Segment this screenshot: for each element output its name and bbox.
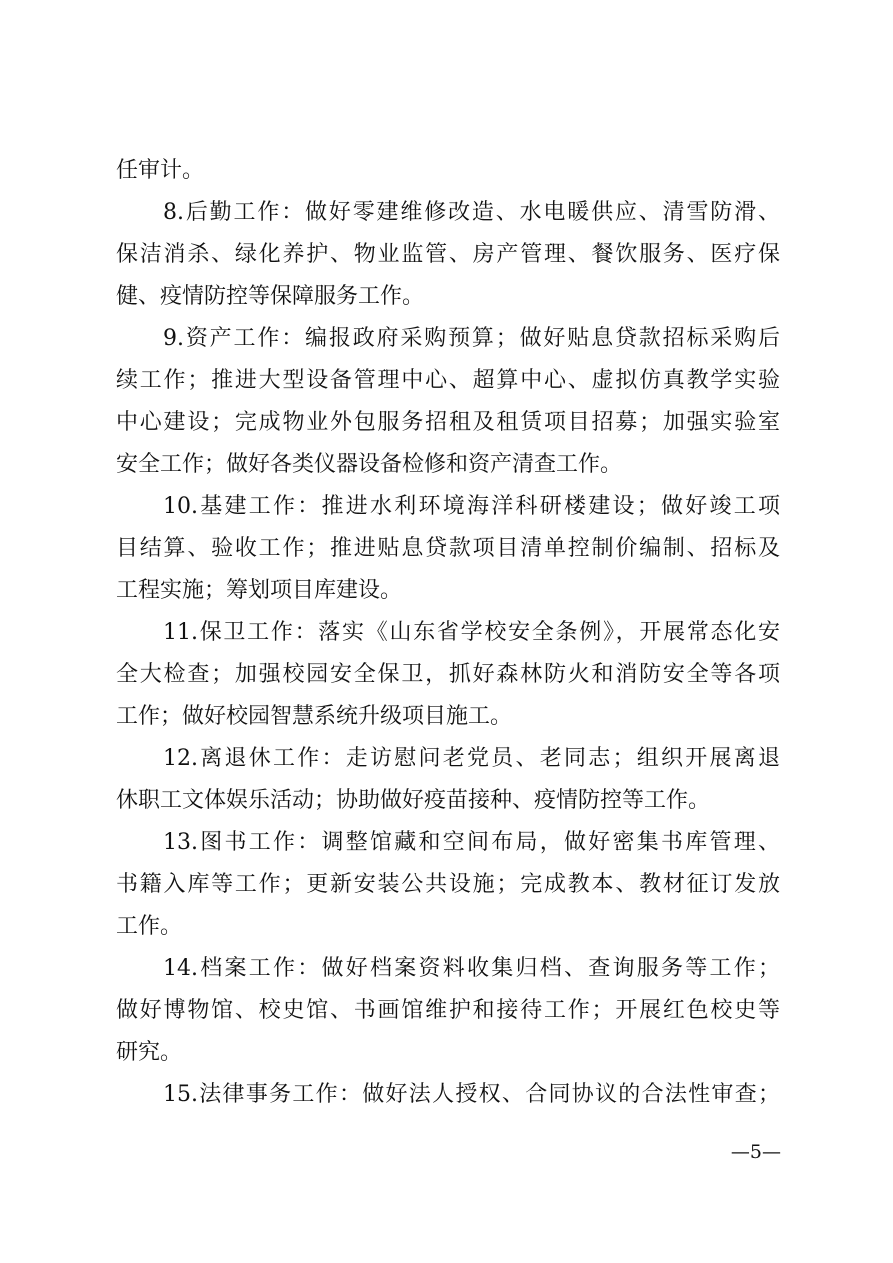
text-line: 工作。	[116, 914, 183, 939]
text-line: 14.档案工作：做好档案资料收集归档、查询服务等工作；	[163, 956, 780, 981]
text-line: 书籍入库等工作；更新安装公共设施；完成教本、教材征订发放	[116, 872, 780, 897]
text-line: 8.后勤工作：做好零建维修改造、水电暖供应、清雪防滑、	[163, 200, 780, 225]
text-line: 9.资产工作：编报政府采购预算；做好贴息贷款招标采购后	[163, 326, 780, 351]
text-line: 研究。	[116, 1040, 183, 1065]
text-line: 11.保卫工作：落实《山东省学校安全条例》，开展常态化安	[163, 620, 780, 645]
text-line: 做好博物馆、校史馆、书画馆维护和接待工作；开展红色校史等	[116, 998, 780, 1023]
text-line: 工作；做好校园智慧系统升级项目施工。	[116, 704, 513, 729]
text-line: 13.图书工作：调整馆藏和空间布局，做好密集书库管理、	[163, 830, 780, 855]
text-line: 12.离退休工作：走访慰问老党员、老同志；组织开展离退	[163, 746, 780, 771]
text-line: 工程实施；筹划项目库建设。	[116, 578, 403, 603]
text-line: 中心建设；完成物业外包服务招租及租赁项目招募；加强实验室	[116, 410, 780, 435]
text-line: 续工作；推进大型设备管理中心、超算中心、虚拟仿真教学实验	[116, 368, 780, 393]
text-line: 健、疫情防控等保障服务工作。	[116, 284, 425, 309]
body-text	[116, 150, 780, 1116]
text-line: 任审计。	[116, 158, 205, 183]
text-line: 保洁消杀、绿化养护、物业监管、房产管理、餐饮服务、医疗保	[116, 242, 780, 267]
text-line: 休职工文体娱乐活动；协助做好疫苗接种、疫情防控等工作。	[116, 788, 711, 813]
text-line: 10.基建工作：推进水利环境海洋科研楼建设；做好竣工项	[163, 494, 780, 519]
page-number: —5—	[730, 1141, 781, 1163]
text-line: 全大检查；加强校园安全保卫，抓好森林防火和消防安全等各项	[116, 662, 780, 687]
text-line: 安全工作；做好各类仪器设备检修和资产清查工作。	[116, 452, 623, 477]
text-line: 15.法律事务工作：做好法人授权、合同协议的合法性审查；	[163, 1082, 780, 1107]
text-line: 目结算、验收工作；推进贴息贷款项目清单控制价编制、招标及	[116, 536, 780, 561]
